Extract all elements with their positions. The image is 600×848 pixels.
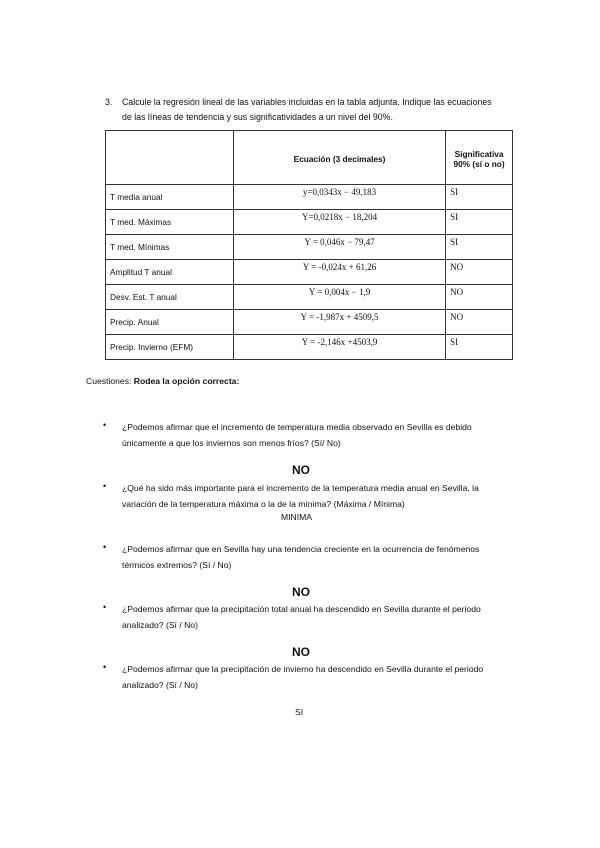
cuestiones-label: Cuestiones: [86,376,132,386]
row-equation: Y = -1,987x + 4509,5 [233,310,445,335]
question-item-5: ¿Podemos afirmar que la precipitación de invierno ha descendido en Sevilla durante el periodo analizado? (Sí / No) [122,664,484,690]
table-header-row [106,131,513,185]
header-significant: Significativa 90% (sí o no) [446,131,513,185]
row-significant: SI [446,210,513,235]
bullet-icon: • [103,662,107,672]
cuestiones-instruction: Rodea la opción correcta: [133,376,240,386]
row-variable: Precip. Invierno (EFM) [106,335,234,360]
table-row [106,260,513,285]
question-item-2: ¿Qué ha sido más importante para el incremento de la temperatura media anual en Sevilla, la variación de la temperatura máxima o la de la mínima? (Máxima / Mínima) [122,483,479,509]
header-equation: Ecuación (3 decimales) [233,131,445,185]
question-item-4: ¿Podemos afirmar que la precipitación total anual ha descendido en Sevilla durante el periodo analizado? (Sí / No) [122,604,481,630]
question-number: 3. [105,97,113,107]
row-variable: T med. Máximas [106,210,234,235]
answer-4: NO [292,645,310,659]
row-significant: NO [446,310,513,335]
answer-2: MINIMA [281,512,313,522]
row-significant: SI [446,185,513,210]
table-row [106,185,513,210]
bullet-icon: • [103,481,107,491]
row-equation: Y = 0,004x − 1,9 [233,285,445,310]
table-row [106,335,513,360]
row-significant: NO [446,285,513,310]
row-equation: Y=0,0218x − 18,204 [233,210,445,235]
bullet-icon: • [103,420,107,430]
question-item-1: ¿Podemos afirmar que el incremento de temperatura media observado en Sevilla es debido únicamente a que los inviernos son menos fríos? (Sí/ No) [122,422,472,448]
row-equation: Y = 0,046x − 79,47 [233,235,445,260]
row-variable: Amplitud T anual [106,260,234,285]
regression-table [105,130,513,360]
row-equation: Y = -0,024x + 61,26 [233,260,445,285]
table-row [106,310,513,335]
table-row [106,210,513,235]
bullet-icon: • [103,602,107,612]
bullet-icon: • [103,542,107,552]
row-variable: Desv. Est. T anual [106,285,234,310]
answer-1: NO [292,463,310,477]
table-row [106,285,513,310]
answer-5: SI [295,707,304,717]
cuestiones-heading [86,376,239,386]
question-text: Calcule la regresión lineal de las variables incluidas en la tabla adjunta. Indique las ecuaciones de las líneas de tendencia y sus significatividades a un nivel del 90%. [122,97,492,122]
question-item-3: ¿Podemos afirmar que en Sevilla hay una tendencia creciente en la ocurrencia de fenómenos térmicos extremos? (Sí / No) [122,544,480,570]
row-significant: SI [446,335,513,360]
table-row [106,235,513,260]
row-equation: Y = -2,146x +4503,9 [233,335,445,360]
answer-3: NO [292,585,310,599]
row-variable: T med. Mínimas [106,235,234,260]
row-equation: y=0,0343x − 49,183 [233,185,445,210]
row-variable: T media anual [106,185,234,210]
header-variable [106,131,234,185]
row-significant: NO [446,260,513,285]
row-significant: SI [446,235,513,260]
row-variable: Precip. Anual [106,310,234,335]
